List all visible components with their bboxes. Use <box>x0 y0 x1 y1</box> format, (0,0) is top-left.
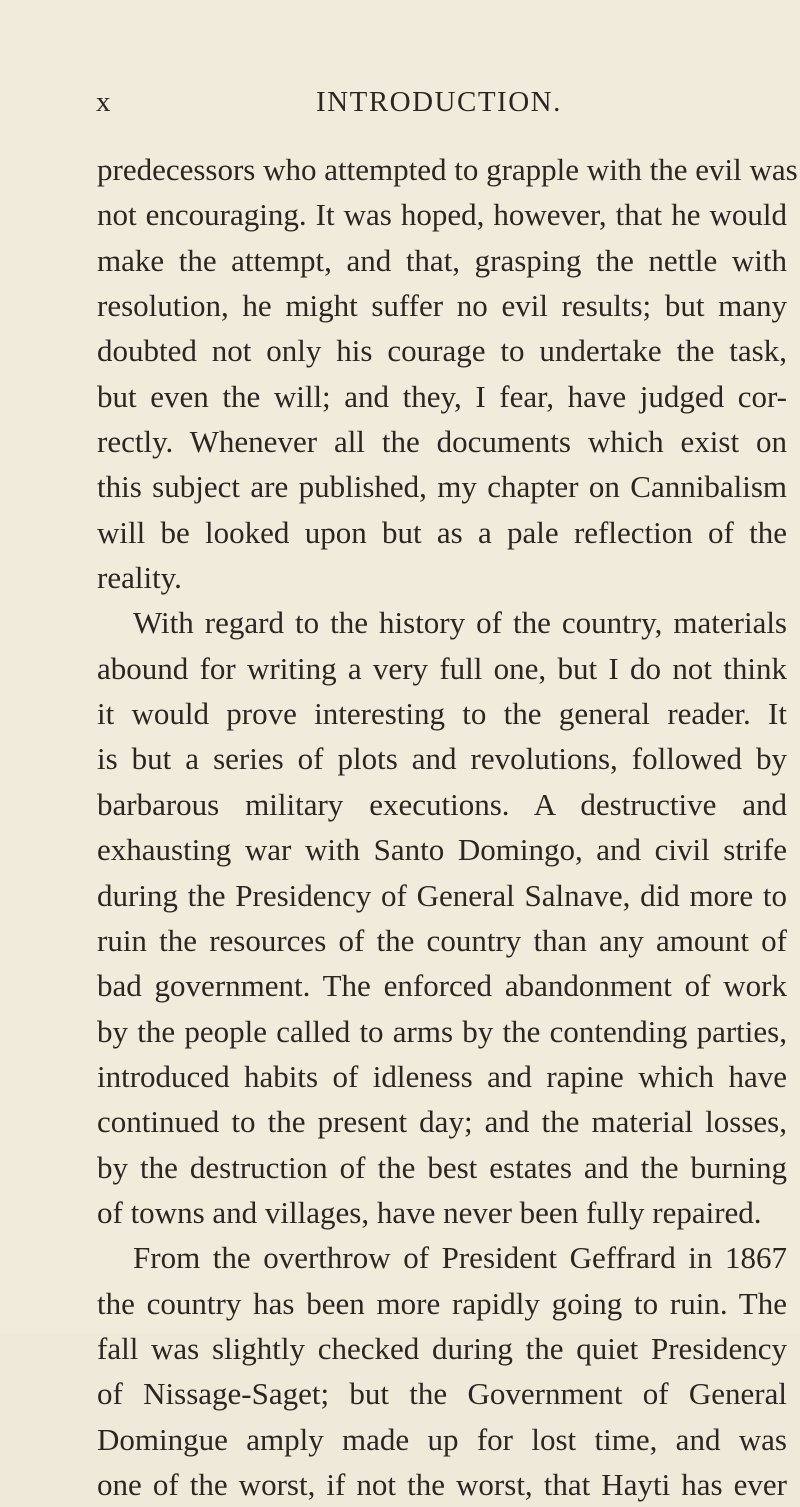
text-line: From the overthrow of President Geffrard in 1867 <box>133 1240 787 1276</box>
text-line: reality. <box>97 560 182 596</box>
text-line: predecessors who attempted to grapple with the evil was <box>97 152 798 187</box>
text-line: doubted not only his courage to undertake the task, <box>97 333 787 369</box>
text-line: during the Presidency of General Salnave, did more to <box>97 877 787 913</box>
running-title: INTRODUCTION. <box>316 86 562 118</box>
text-line: With regard to the history of the country, materials <box>133 605 787 641</box>
text-line: Domingue amply made up for lost time, and was <box>97 1421 787 1457</box>
text-line: of towns and villages, have never been fully repaired. <box>97 1194 762 1230</box>
text-line: ruin the resources of the country than any amount of <box>97 922 787 958</box>
text-line: continued to the present day; and the material losses, <box>97 1104 787 1140</box>
text-line: but even the will; and they, I fear, have judged cor- <box>97 378 787 414</box>
text-line: not encouraging. It was hoped, however, that he would <box>97 197 787 233</box>
body-text <box>97 147 798 1507</box>
text-line: is but a series of plots and revolutions, followed by <box>97 741 787 777</box>
text-line: bad government. The enforced abandonment of work <box>97 968 787 1004</box>
text-line: barbarous military executions. A destructive and <box>97 786 787 822</box>
text-line: fall was slightly checked during the quiet Presidency <box>97 1330 787 1366</box>
text-line: introduced habits of idleness and rapine which have <box>97 1058 787 1094</box>
text-line: of Nissage-Saget; but the Government of General <box>97 1376 787 1412</box>
text-line: will be looked upon but as a pale reflection of the <box>97 514 787 550</box>
text-line: the country has been more rapidly going to ruin. The <box>97 1285 787 1321</box>
text-line: abound for writing a very full one, but I do not think <box>97 650 787 686</box>
running-head <box>96 86 716 126</box>
text-line: by the people called to arms by the contending parties, <box>97 1013 787 1049</box>
text-line: this subject are published, my chapter on Cannibalism <box>97 469 787 505</box>
text-line: rectly. Whenever all the documents which exist on <box>97 424 787 460</box>
text-line: make the attempt, and that, grasping the nettle with <box>97 242 787 278</box>
text-line: by the destruction of the best estates and the burning <box>97 1149 787 1185</box>
page-number: x <box>96 86 112 118</box>
text-line: it would prove interesting to the general reader. It <box>97 696 787 732</box>
text-line: exhausting war with Santo Domingo, and civil strife <box>97 832 787 868</box>
text-line: resolution, he might suffer no evil results; but many <box>97 288 787 324</box>
text-line: one of the worst, if not the worst, that Hayti has ever <box>97 1466 787 1502</box>
